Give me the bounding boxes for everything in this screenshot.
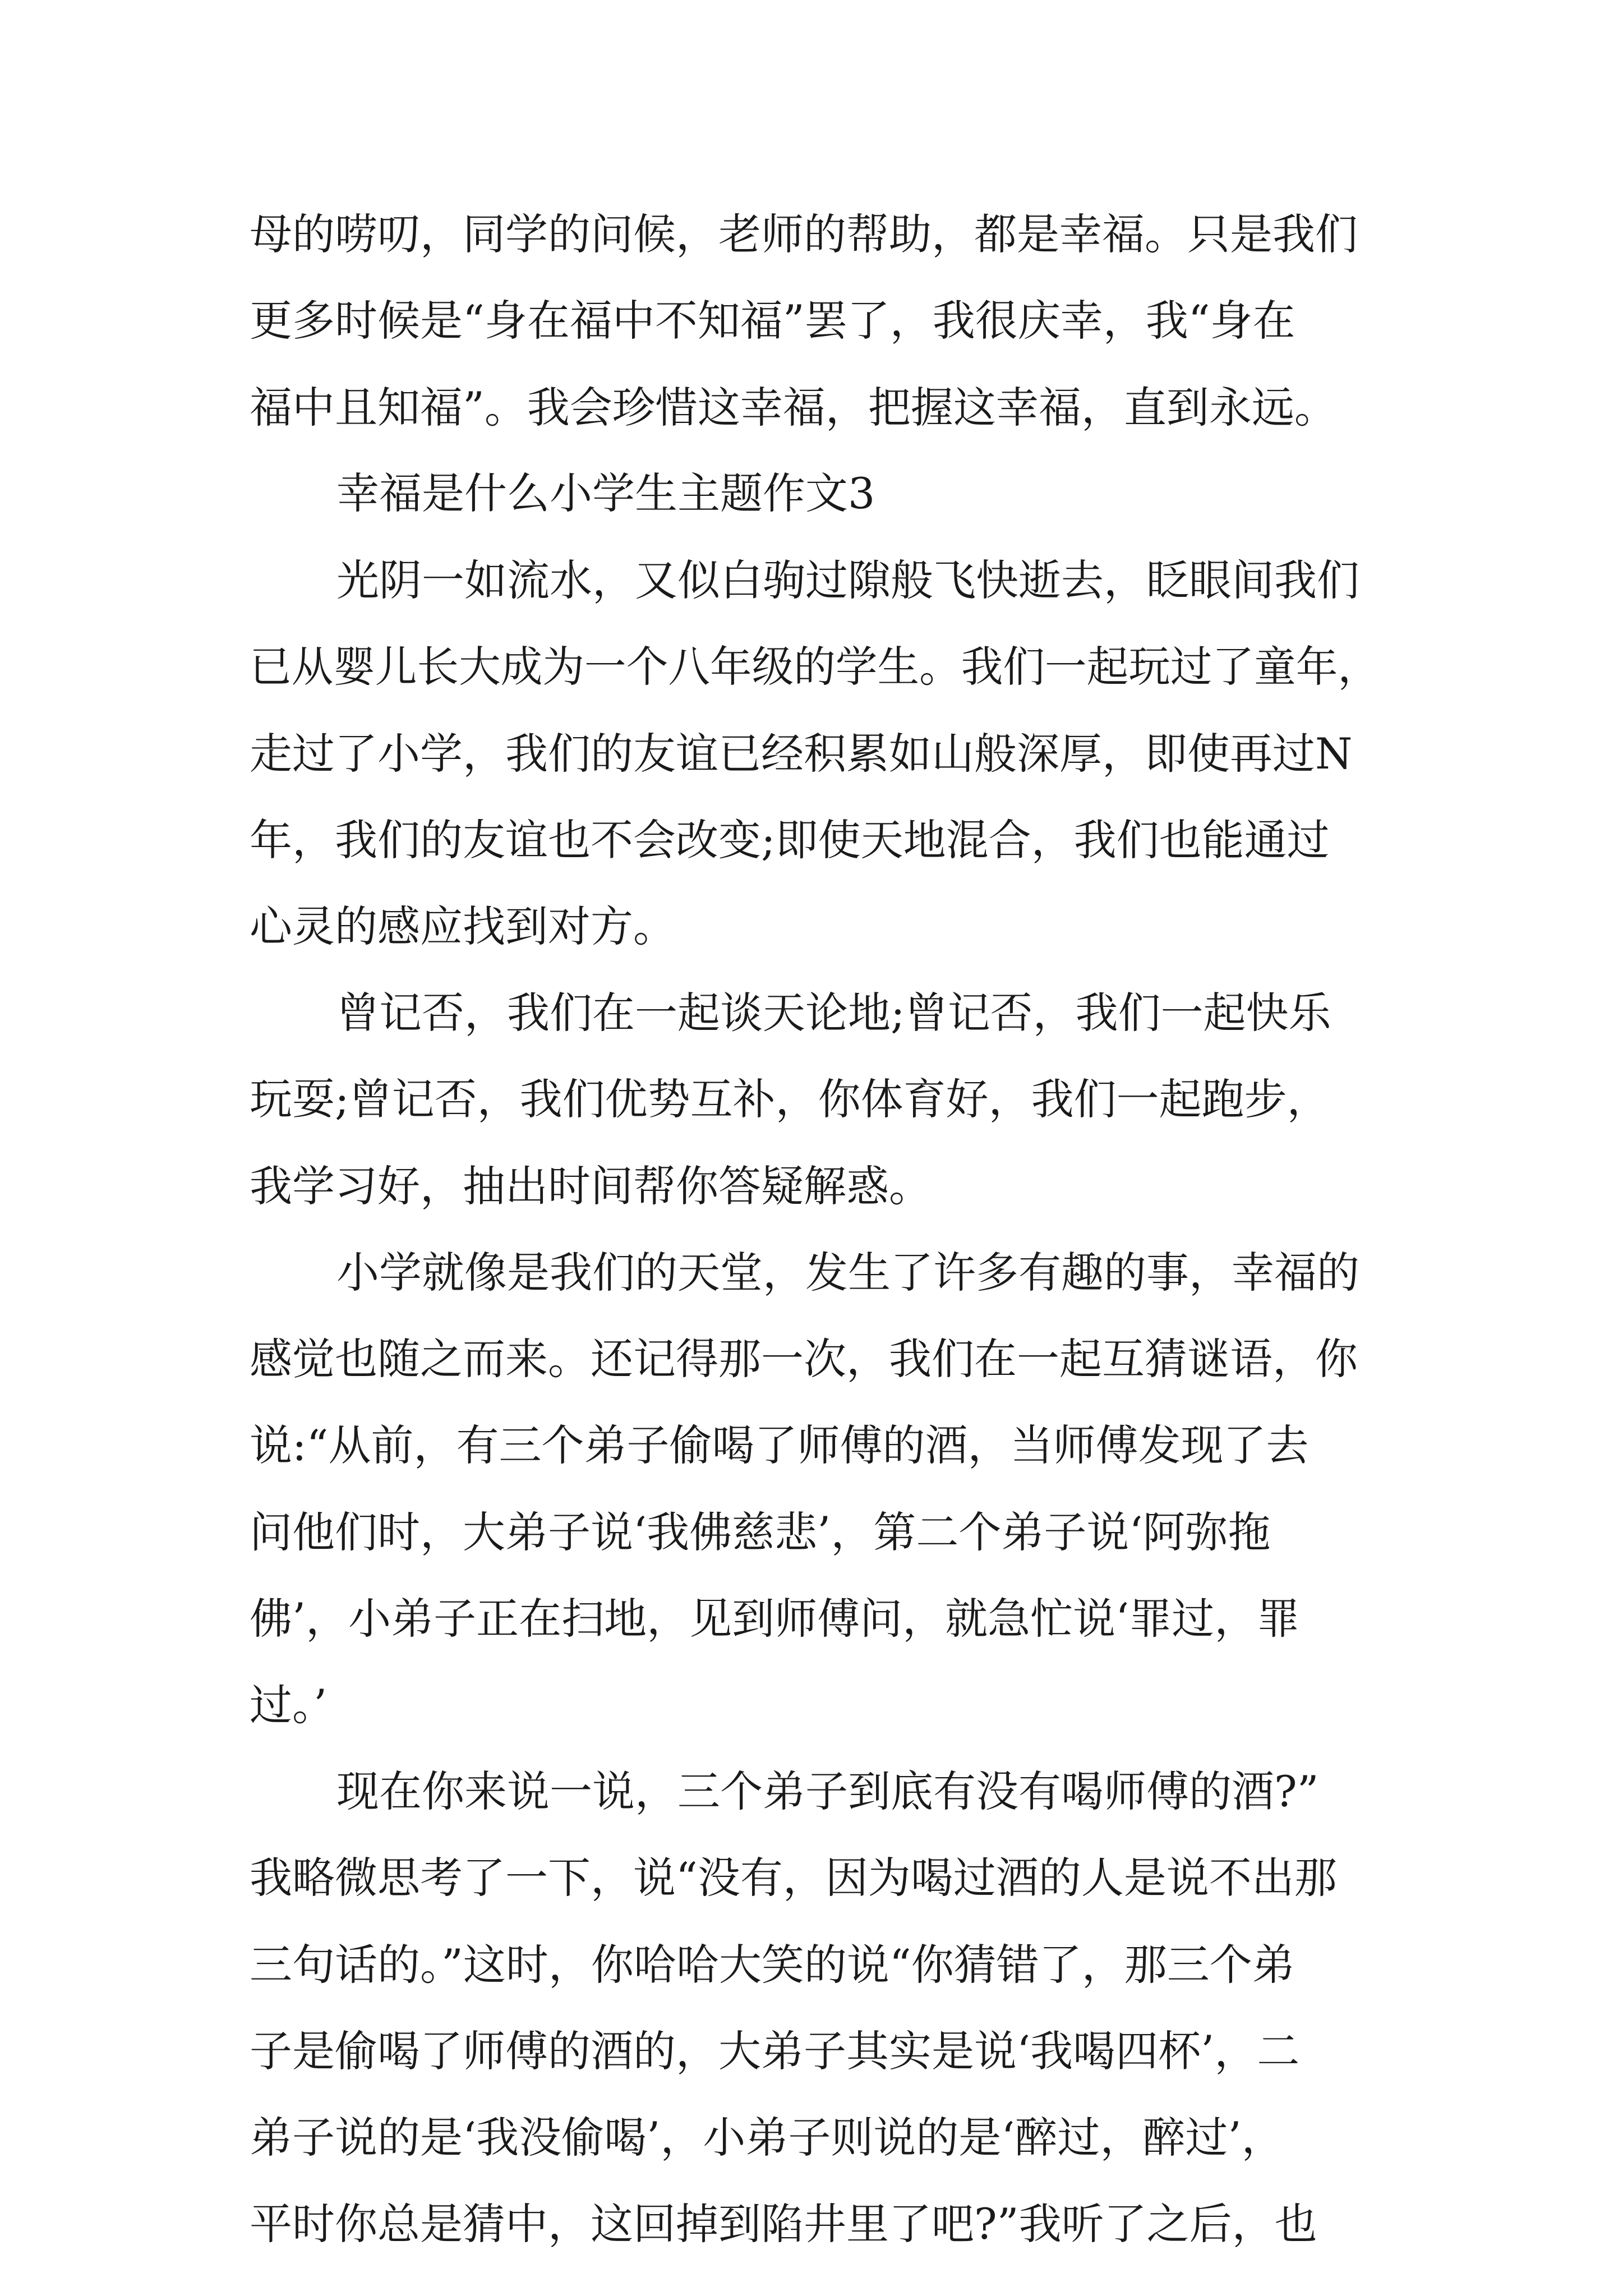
text-line: 曾记否，我们在一起谈天论地;曾记否，我们一起快乐 xyxy=(336,988,1331,1038)
text-line: 感觉也随之而来。还记得那一次，我们在一起互猜谜语，你 xyxy=(250,1334,1358,1384)
text-line: 弟子说的是‘我没偷喝’，小弟子则说的是‘醉过，醉过’， xyxy=(250,2113,1284,2162)
text-line: 我学习好，抽出时间帮你答疑解惑。 xyxy=(250,1161,932,1211)
text-line: 子是偷喝了师傅的酒的，大弟子其实是说‘我喝四杯’，二 xyxy=(250,2026,1300,2076)
text-line: 心灵的感应找到对方。 xyxy=(250,901,676,951)
text-line: 更多时候是“身在福中不知福”罢了，我很庆幸，我“身在 xyxy=(250,296,1295,346)
text-line: 问他们时，大弟子说‘我佛慈悲’，第二个弟子说‘阿弥拖 xyxy=(250,1507,1271,1557)
section-heading: 幸福是什么小学生主题作文3 xyxy=(336,468,875,518)
text-line: 佛’，小弟子正在扫地，见到师傅问，就急忙说‘罪过，罪 xyxy=(250,1594,1300,1644)
text-line: 说:“从前，有三个弟子偷喝了师傅的酒，当师傅发现了去 xyxy=(250,1420,1309,1470)
text-line: 年，我们的友谊也不会改变;即使天地混合，我们也能通过 xyxy=(250,815,1330,865)
text-line: 现在你来说一说，三个弟子到底有没有喝师傅的酒?” xyxy=(336,1766,1319,1816)
text-line: 光阴一如流水，又似白驹过隙般飞快逝去，眨眼间我们 xyxy=(336,555,1359,605)
text-line: 母的唠叨，同学的问候，老师的帮助，都是幸福。只是我们 xyxy=(250,209,1358,259)
text-line: 走过了小学，我们的友谊已经积累如山般深厚，即使再过N xyxy=(250,729,1353,779)
text-line: 我略微思考了一下，说“没有，因为喝过酒的人是说不出那 xyxy=(250,1853,1337,1903)
text-line: 玩耍;曾记否，我们优势互补，你体育好，我们一起跑步， xyxy=(250,1074,1330,1124)
text-line: 平时你总是猜中，这回掉到陷井里了吧?”我听了之后，也 xyxy=(250,2199,1317,2249)
text-line: 三句话的。”这时，你哈哈大笑的说“你猜错了，那三个弟 xyxy=(250,1940,1295,1990)
text-line: 已从婴儿长大成为一个八年级的学生。我们一起玩过了童年， xyxy=(250,642,1380,692)
text-line: 小学就像是我们的天堂，发生了许多有趣的事，幸福的 xyxy=(336,1248,1359,1297)
text-line: 过。’ xyxy=(250,1680,328,1730)
text-line: 福中且知福”。我会珍惜这幸福，把握这幸福，直到永远。 xyxy=(250,383,1337,432)
